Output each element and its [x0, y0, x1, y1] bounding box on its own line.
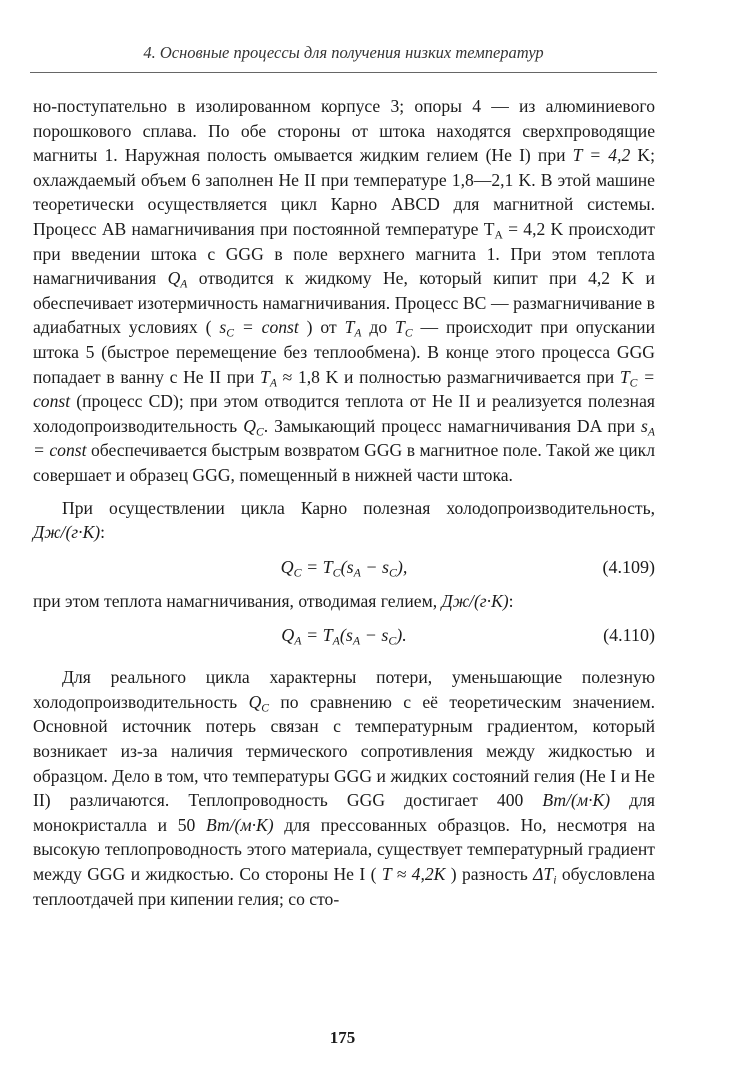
math-ta [344, 317, 362, 340]
eq-symbol: = T [301, 625, 333, 646]
text-run: для прессованных образцов. Но, несмотря на высокую теплопроводность этого материала, существует температурный градиент между GGG и жидкостью. Со стороны He I ( [33, 814, 656, 885]
text-run: ) разность [445, 864, 534, 885]
math-subscript: C [226, 326, 234, 340]
header-rule [30, 72, 657, 73]
eq-subscript: A [332, 633, 340, 648]
math-unit-dzh: Дж/(г·K) [441, 590, 509, 611]
math-subscript: A [647, 424, 655, 438]
math-symbol: s [219, 317, 227, 338]
eq-symbol: = T [301, 556, 333, 577]
text-run: для монокристалла и 50 [33, 790, 656, 835]
equation-4-109 [33, 545, 655, 589]
math-qa [167, 268, 188, 291]
math-tc [395, 317, 413, 340]
paragraph-4 [33, 665, 655, 911]
math-approx: ≈ 1,8 [276, 366, 320, 387]
math-unit: K [630, 145, 651, 166]
eq-symbol: Q [281, 625, 295, 646]
text-run: (процесс CD); при этом отводится теплота от He II и реализуется полезная холодопроизводительность [33, 391, 655, 436]
math-delta-t [533, 864, 557, 887]
eq-subscript: C [332, 565, 341, 579]
eq-subscript: C [388, 633, 397, 648]
math-subscript: C [404, 326, 413, 340]
math-symbol: = const [233, 317, 299, 338]
math-t-approx: T ≈ 4,2K [381, 864, 446, 885]
text-run: : [100, 522, 106, 543]
math-subscript: A [354, 326, 362, 340]
math-symbol: Q [248, 691, 262, 712]
eq-symbol: − s [360, 556, 389, 577]
text-run: Для реального цикла характерны потери, уменьшающие полезную холодопроизводительность [33, 667, 655, 712]
math-t-42: T = 4,2 [572, 145, 631, 166]
math-symbol: = const [33, 440, 87, 461]
math-unit: K [319, 366, 339, 387]
eq-subscript: C [389, 565, 397, 579]
math-symbol: Q [243, 415, 256, 436]
text-run: обеспечивается быстрым возвратом GGG в магнитное поле. Такой же цикл совершает и образец GGG, помещенный в нижней части штока. [33, 440, 655, 485]
text-run: = 4,2 K происходит при введении штока с GGG в поле верхнего магнита 1. При этом теплота намагничивания [33, 218, 655, 289]
math-symbol: Q [167, 268, 181, 289]
equation-4-110 [33, 613, 655, 657]
math-subscript: C [629, 375, 638, 389]
eq-symbol: (s [340, 556, 354, 577]
math-subscript: A [180, 277, 188, 291]
text-run: ; охлаждаемый объем 6 заполнен He II при температуре 1,8—2,1 K. В этой машине теоретически осуществляется цикл Карно ABCD для магнитной системы. Процесс AB намагничивания при постоянной температуре T [33, 145, 655, 239]
eq-symbol: ). [396, 625, 407, 646]
math-unit-dzh: Дж/(г·K) [33, 522, 101, 543]
eq-subscript: C [293, 565, 302, 579]
body-text [33, 94, 655, 911]
text-run: отводится к жидкому He, который кипит при 4,2 K и обеспечивает изотермичность намагничивания. Процесс BC — размагничивание в адиабатных условиях ( [33, 268, 655, 338]
math-qc [243, 416, 263, 436]
equation-body [281, 625, 407, 648]
math-ta-approx [260, 367, 277, 387]
running-head: 4. Основные процессы для получения низких температур [143, 43, 544, 62]
text-run: по сравнению с её теоретическим значением. Основной источник потерь связан с температурным градиентом, который возникает из-за наличия термического сопротивления между жидкостью и образцом. Дело в том, что температуры GGG и жидких состояний гелия (He I и He II) различаются. Теплопроводность GGG достигает 400 [33, 691, 655, 811]
math-subscript: A [494, 228, 503, 242]
text-run: — происходит при опускании штока 5 (быстрое перемещение без теплообмена). В конце этого процесса GGG попадает в ванну с He II при [33, 317, 656, 387]
math-qc [248, 691, 270, 715]
eq-subscript: A [353, 565, 361, 579]
math-subscript: i [553, 873, 557, 887]
math-subscript: C [261, 701, 270, 715]
text-run: ) от [298, 317, 345, 338]
eq-symbol: (s [339, 625, 353, 646]
paragraph-1 [33, 94, 655, 488]
math-subscript: A [269, 375, 277, 389]
paragraph-2 [33, 496, 655, 545]
math-symbol: T [344, 317, 355, 338]
text-run: при этом теплота намагничивания, отводимая гелием, [33, 590, 442, 611]
text-run: При осуществлении цикла Карно полезная холодопроизводительность, [62, 497, 655, 518]
page-number: 175 [329, 1028, 356, 1047]
math-sc-const [219, 317, 299, 340]
eq-symbol: − s [360, 625, 389, 646]
text-run: но-поступательно в изолированном корпусе 3; опоры 4 — из алюминиевого порошкового сплава. По обе стороны от штока находятся сверхпроводящие магниты 1. Наружная полость омывается жидким гелием (He I) при [33, 96, 655, 166]
math-unit-vt: Вт/(м·K) [542, 790, 611, 811]
paragraph-3 [33, 589, 655, 614]
text-run: . Замыкающий процесс намагничивания DA при [263, 415, 642, 436]
equation-number: (4.109) [602, 556, 655, 577]
math-unit-vt: Вт/(м·K) [205, 814, 274, 835]
text-run: обусловлена теплоотдачей при кипении гелия; со сто- [33, 864, 655, 909]
math-symbol: T [619, 366, 630, 387]
text-run: и полностью размагничивается при [338, 366, 620, 387]
text-run: до [361, 317, 396, 338]
eq-symbol: Q [280, 556, 294, 577]
eq-symbol: ), [396, 556, 408, 577]
text-run: : [508, 590, 514, 611]
math-symbol: T [395, 317, 405, 338]
equation-number: (4.110) [603, 625, 655, 646]
eq-subscript: A [352, 633, 361, 648]
math-symbol: T [260, 366, 270, 387]
math-symbol: ΔT [533, 864, 554, 885]
equation-body [281, 557, 408, 577]
math-symbol: = const [33, 366, 655, 412]
math-symbol: s [641, 415, 648, 436]
eq-subscript: A [294, 633, 302, 648]
math-subscript: C [255, 424, 264, 438]
